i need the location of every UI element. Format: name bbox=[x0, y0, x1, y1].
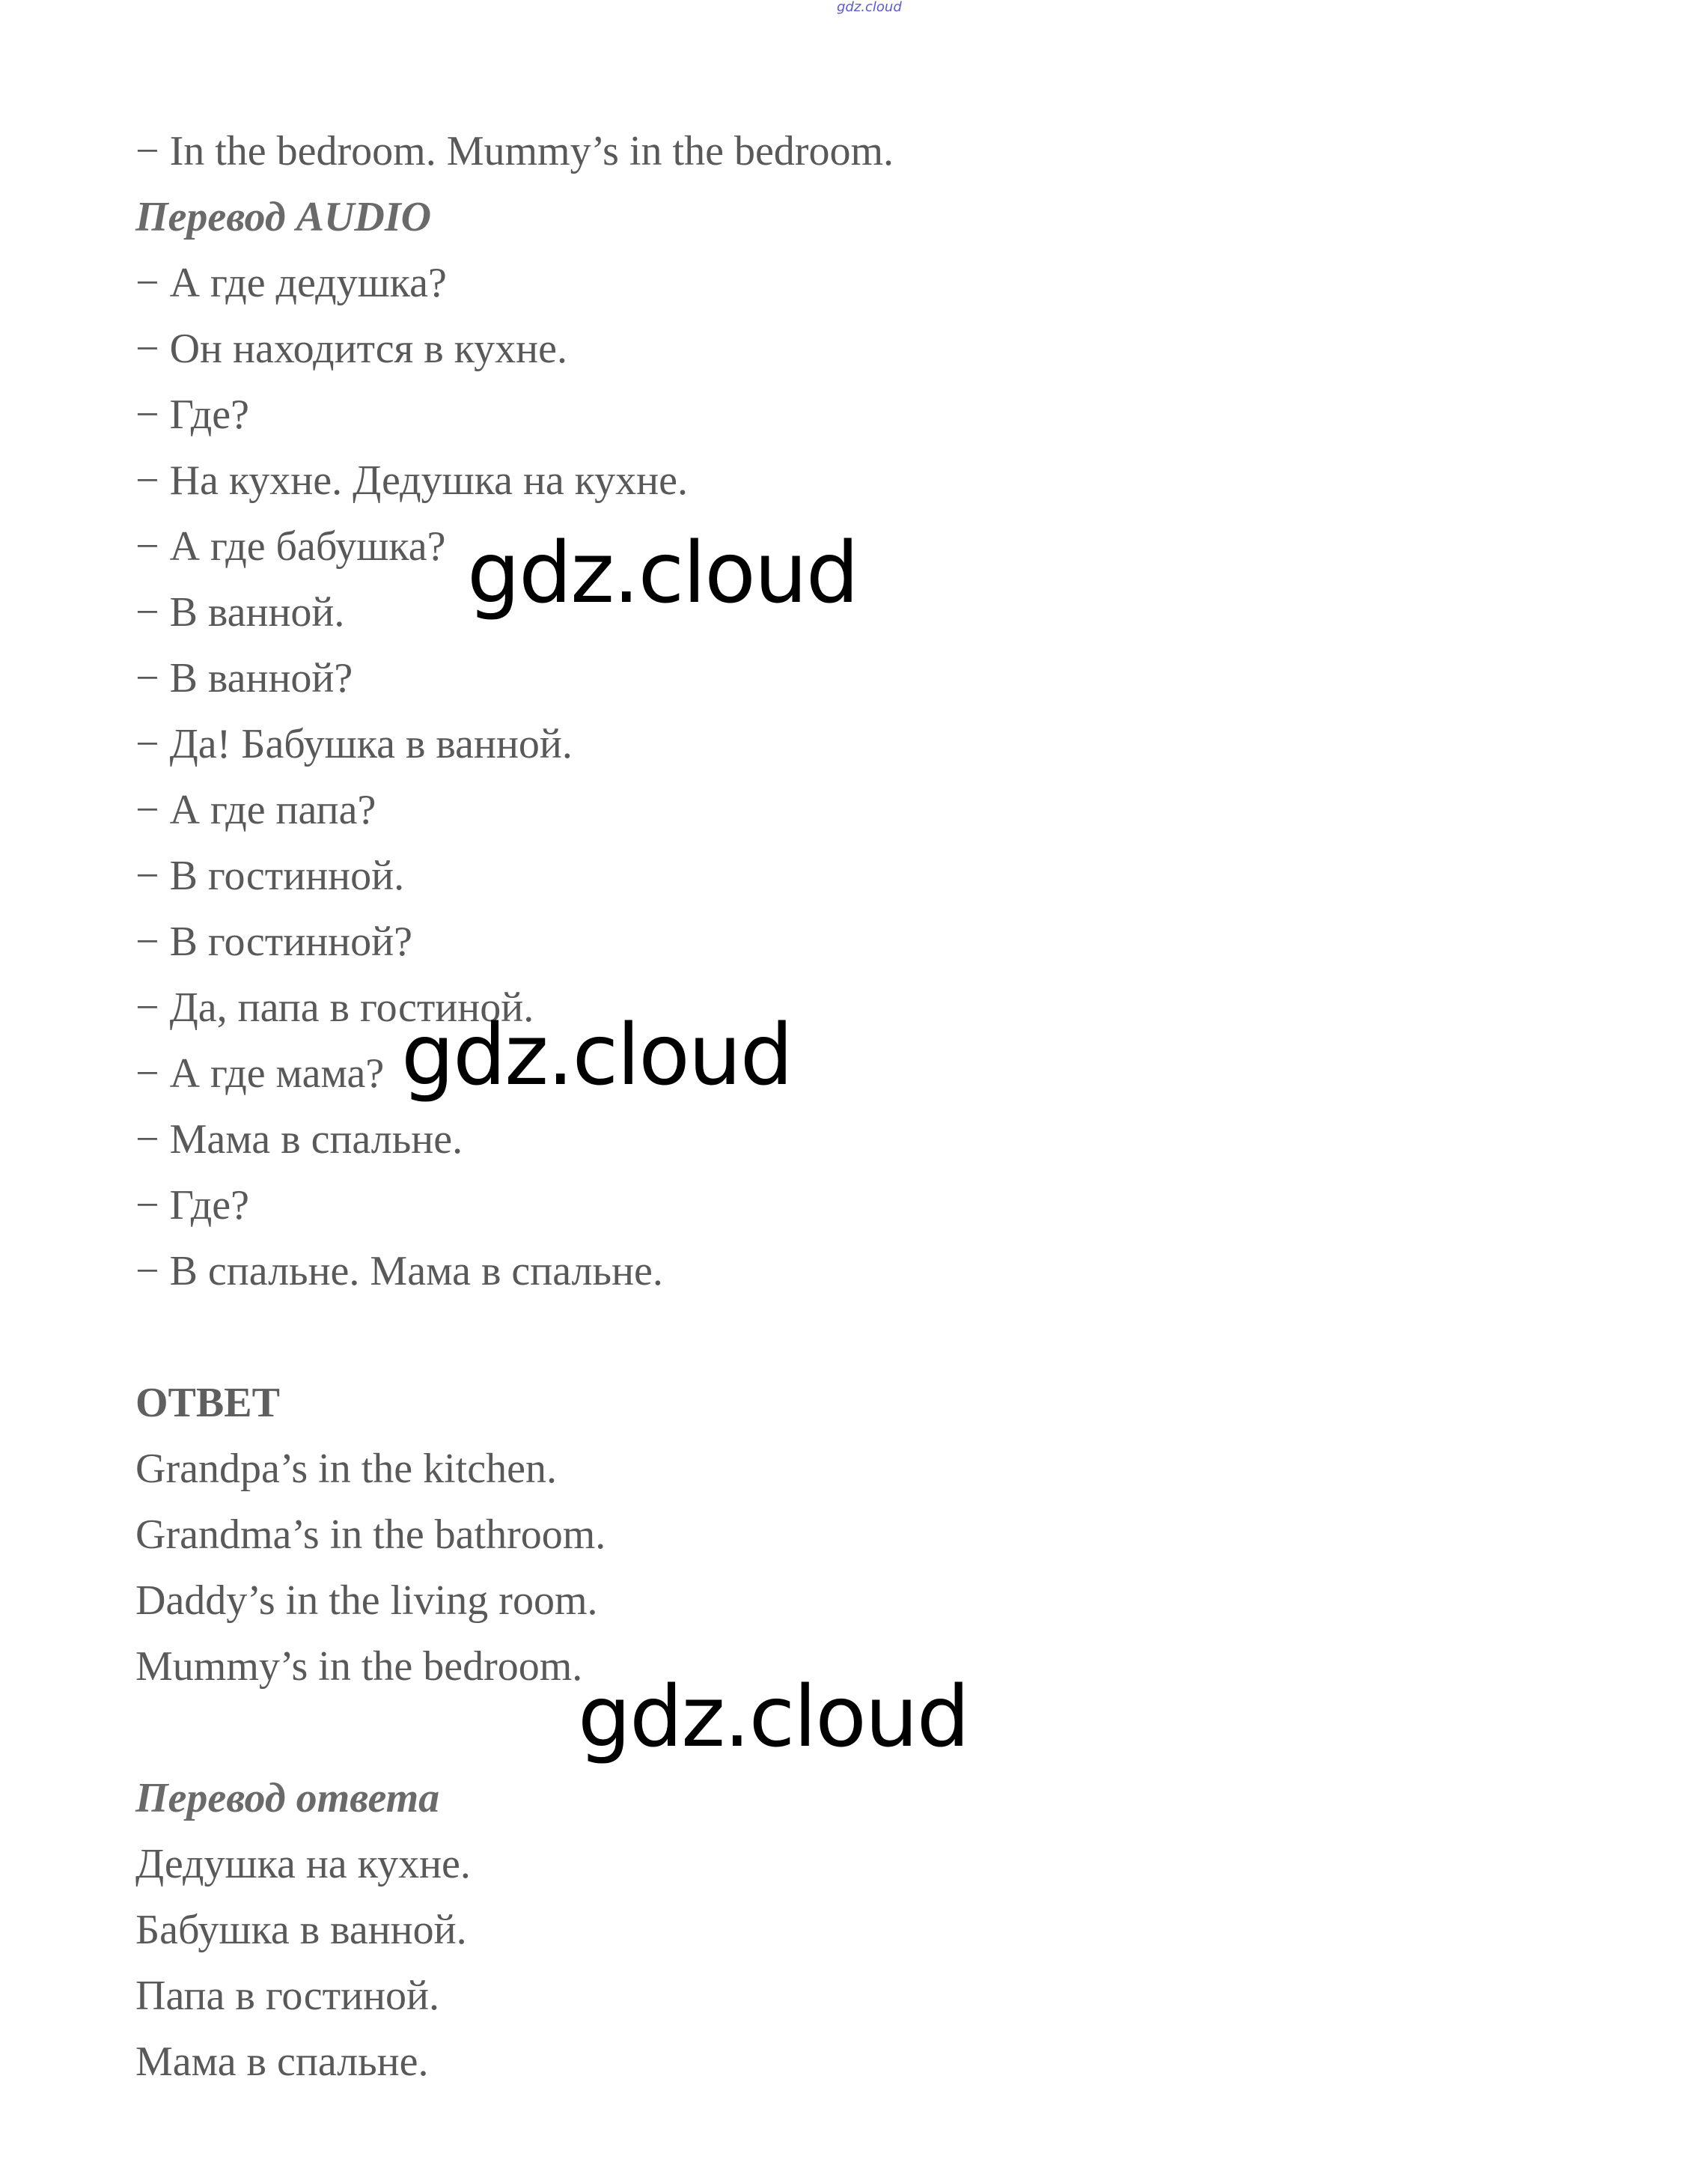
translation-line: − Да! Бабушка в ванной. bbox=[135, 721, 573, 767]
answer-line: Daddy’s in the living room. bbox=[135, 1577, 598, 1624]
answer-line: Mummy’s in the bedroom. bbox=[135, 1643, 583, 1690]
translation-line: − На кухне. Дедушка на кухне. bbox=[135, 457, 689, 504]
answer-line: Grandpa’s in the kitchen. bbox=[135, 1446, 557, 1492]
translation-line: − В ванной. bbox=[135, 589, 345, 636]
translation-line: − А где мама? bbox=[135, 1050, 385, 1097]
dialogue-line: − In the bedroom. Mummy’s in the bedroom. bbox=[135, 128, 894, 174]
answer-heading: ОТВЕТ bbox=[135, 1380, 280, 1426]
top-watermark: gdz.cloud bbox=[837, 0, 902, 15]
translation-audio-heading: Перевод AUDIO bbox=[135, 194, 432, 240]
translation-line: − Он находится в кухне. bbox=[135, 326, 567, 372]
translation-line: − А где папа? bbox=[135, 787, 376, 833]
answer-translation-line: Мама в спальне. bbox=[135, 2038, 429, 2085]
answer-line: Grandma’s in the bathroom. bbox=[135, 1511, 606, 1558]
translation-line: − А где дедушка? bbox=[135, 260, 447, 306]
translation-line: − Мама в спальне. bbox=[135, 1116, 463, 1163]
translation-line: − Где? bbox=[135, 1182, 249, 1228]
watermark: gdz.cloud bbox=[401, 1007, 792, 1104]
translation-line: − А где бабушка? bbox=[135, 523, 446, 570]
translation-line: − В спальне. Мама в спальне. bbox=[135, 1248, 663, 1294]
translation-line: − В ванной? bbox=[135, 655, 353, 701]
translation-line: − В гостинной? bbox=[135, 919, 412, 965]
answer-translation-heading: Перевод ответа bbox=[135, 1775, 440, 1821]
answer-translation-line: Дедушка на кухне. bbox=[135, 1841, 471, 1887]
translation-line: − Да, папа в гостиной. bbox=[135, 984, 534, 1031]
answer-translation-line: Бабушка в ванной. bbox=[135, 1907, 467, 1953]
translation-line: − В гостинной. bbox=[135, 853, 405, 899]
answer-translation-line: Папа в гостиной. bbox=[135, 1973, 440, 2019]
watermark: gdz.cloud bbox=[467, 525, 858, 622]
translation-line: − Где? bbox=[135, 392, 249, 438]
watermark: gdz.cloud bbox=[578, 1669, 969, 1766]
